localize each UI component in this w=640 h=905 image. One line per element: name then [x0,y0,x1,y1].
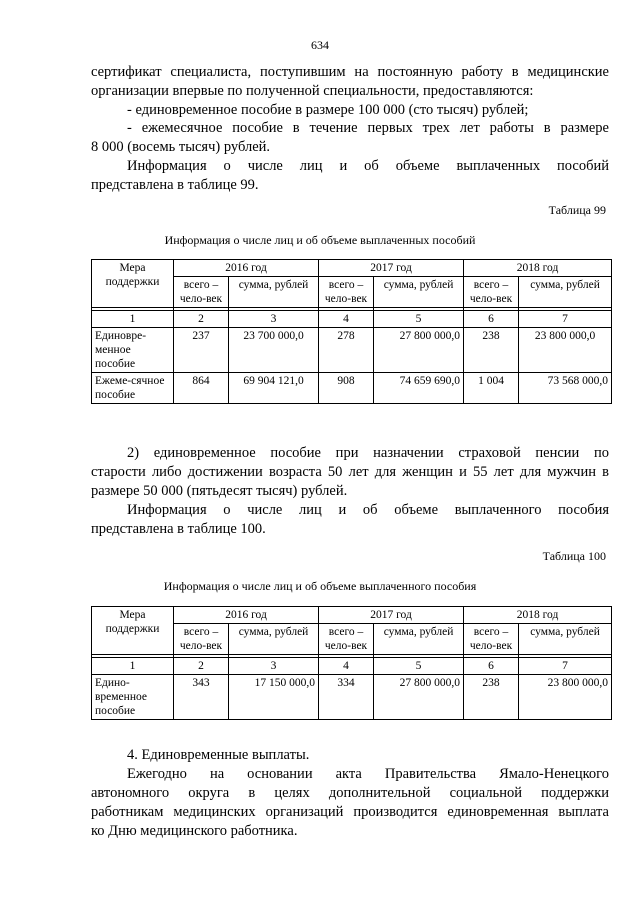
table-100-column-numbers [92,658,612,675]
header-count: всего – чело-век [174,624,229,655]
cell-sum-2018: 23 800 000,0 [519,328,612,373]
row-measure: Едино-временное пособие [92,675,174,720]
row-measure: Единовре-менное пособие [92,328,174,373]
cell-sum-2017: 74 659 690,0 [374,373,464,404]
intro-info-line-2: представлена в таблице 99. [91,177,259,193]
p2-line-1: 2) единовременное пособие при назначении страховой пенсии по [127,445,609,461]
header-year-2018: 2018 год [464,607,612,624]
middle-info-line-2: представлена в таблице 100. [91,521,266,537]
cell-sum-2018: 73 568 000,0 [519,373,612,404]
cell-sum-2016: 17 150 000,0 [229,675,319,720]
col-number: 2 [174,311,229,328]
header-sum: сумма, рублей [229,624,319,655]
col-number: 1 [92,311,174,328]
header-year-2016: 2016 год [174,607,319,624]
middle-info-line-1: Информация о числе лиц и об объеме выплаченного пособия [127,502,609,518]
intro-line-2: организации впервые по полученной специальности, предоставляются: [91,83,534,99]
header-count: всего – чело-век [319,624,374,655]
cell-count-2017: 908 [319,373,374,404]
col-number: 5 [374,311,464,328]
header-year-2017: 2017 год [319,607,464,624]
col-number: 4 [319,658,374,675]
col-number: 1 [92,658,174,675]
intro-bullet-2-line-1: - ежемесячное пособие в течение первых трех лет работы в размере [127,120,609,136]
intro-info-line-1: Информация о числе лиц и об объеме выплаченных пособий [127,158,609,174]
col-number: 4 [319,311,374,328]
table-100-header-row [92,607,612,624]
table-row [92,675,612,720]
cell-count-2016: 864 [174,373,229,404]
col-number: 5 [374,658,464,675]
p2-line-3: размере 50 000 (пятьдесят тысяч) рублей. [91,483,348,499]
header-count: всего – чело-век [174,277,229,308]
col-number: 6 [464,311,519,328]
cell-count-2018: 1 004 [464,373,519,404]
intro-bullet-1: - единовременное пособие в размере 100 000 (сто тысяч) рублей; [127,102,529,118]
header-year-2018: 2018 год [464,260,612,277]
table-99 [91,259,612,404]
header-year-2016: 2016 год [174,260,319,277]
cell-sum-2016: 69 904 121,0 [229,373,319,404]
cell-sum-2017: 27 800 000,0 [374,328,464,373]
header-sum: сумма, рублей [519,624,612,655]
col-number: 7 [519,311,612,328]
header-year-2017: 2017 год [319,260,464,277]
cell-count-2018: 238 [464,328,519,373]
table-100-title: Информация о числе лиц и об объеме выплаченного пособия [163,579,477,593]
cell-count-2017: 334 [319,675,374,720]
col-number: 6 [464,658,519,675]
header-sum: сумма, рублей [519,277,612,308]
page-number: 634 [311,38,329,52]
table-row [92,373,612,404]
cell-count-2018: 238 [464,675,519,720]
table-99-header-row [92,260,612,277]
header-sum: сумма, рублей [374,277,464,308]
table-100 [91,606,612,720]
header-sum: сумма, рублей [229,277,319,308]
col-number: 7 [519,658,612,675]
header-measure: Мера поддержки [92,607,174,655]
header-count: всего – чело-век [319,277,374,308]
table-99-label: Таблица 99 [548,203,606,217]
table-99-column-numbers [92,311,612,328]
col-number: 3 [229,311,319,328]
closing-line-1: Ежегодно на основании акта Правительства Ямало-Ненецкого [127,766,609,782]
table-row [92,328,612,373]
cell-count-2017: 278 [319,328,374,373]
cell-sum-2017: 27 800 000,0 [374,675,464,720]
closing-line-2: автономного округа в целях дополнительной социальной поддержки [91,785,609,801]
table-99-title: Информация о числе лиц и об объеме выплаченных пособий [164,233,476,247]
header-count: всего – чело-век [464,624,519,655]
p2-line-2: старости либо достижении возраста 50 лет для женщин и 55 лет для мужчин в [91,464,609,480]
cell-count-2016: 237 [174,328,229,373]
table-100-label: Таблица 100 [542,549,606,563]
row-measure: Ежеме-сячное пособие [92,373,174,404]
header-sum: сумма, рублей [374,624,464,655]
intro-line-1: сертификат специалиста, поступившим на постоянную работу в медицинские [91,64,609,80]
cell-count-2016: 343 [174,675,229,720]
intro-bullet-2-line-2: 8 000 (восемь тысяч) рублей. [91,139,271,155]
cell-sum-2016: 23 700 000,0 [229,328,319,373]
col-number: 2 [174,658,229,675]
closing-line-3: работникам медицинских организаций производится единовременная выплата [91,804,609,820]
closing-line-4: ко Дню медицинского работника. [91,823,298,839]
header-measure: Мера поддержки [92,260,174,308]
header-count: всего – чело-век [464,277,519,308]
cell-sum-2018: 23 800 000,0 [519,675,612,720]
closing-heading: 4. Единовременные выплаты. [127,747,310,763]
col-number: 3 [229,658,319,675]
